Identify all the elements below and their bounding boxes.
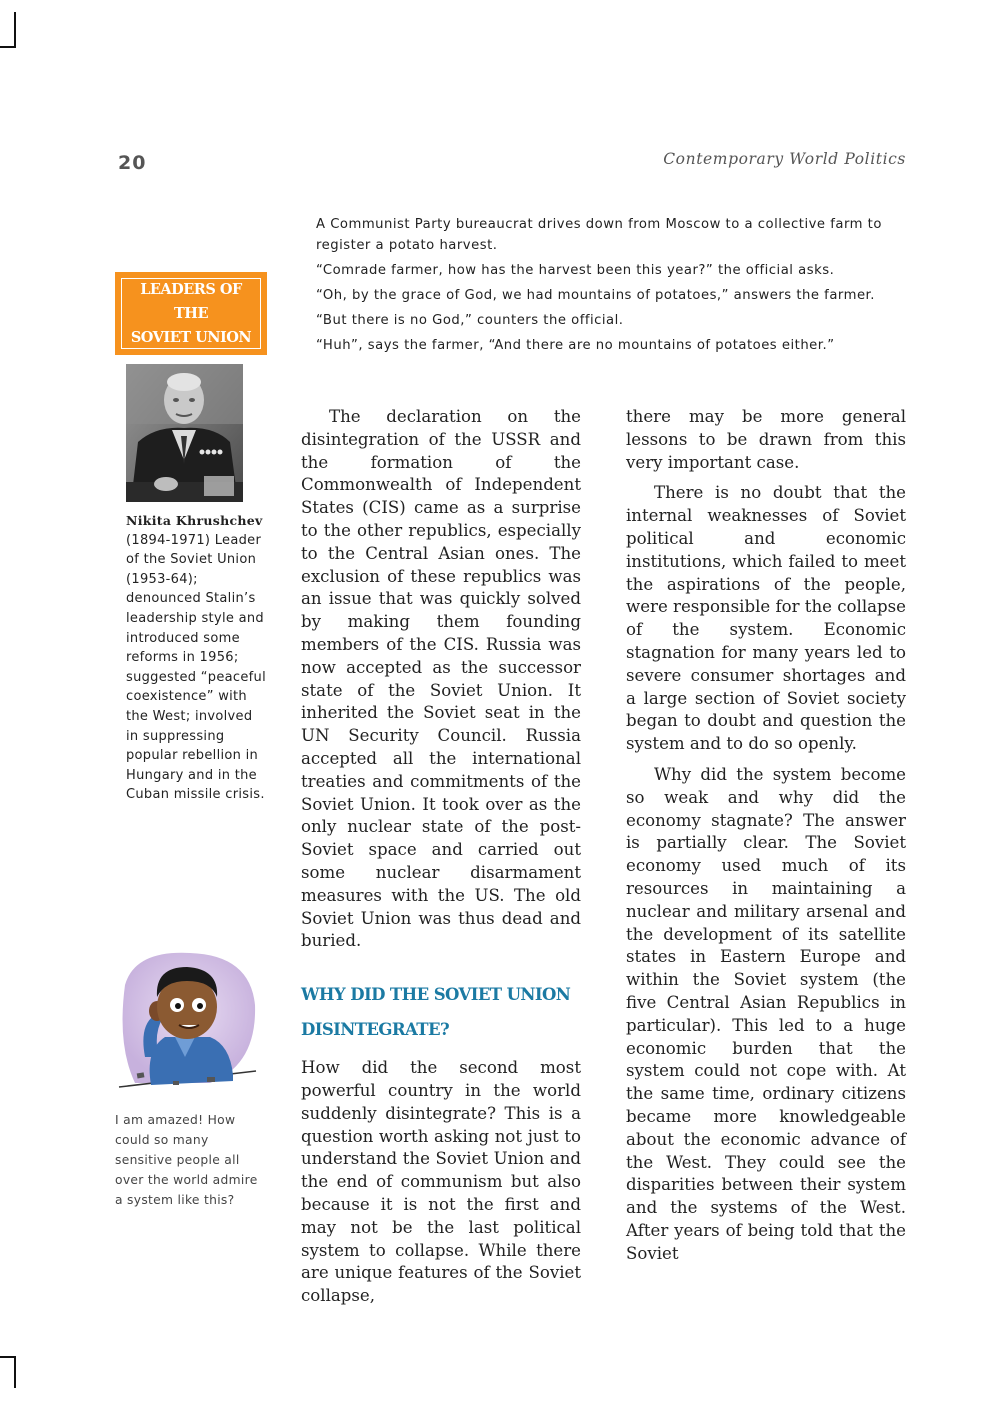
paragraph: How did the second most powerful country in the world suddenly disintegrate? This is a question worth asking not just to understand the Soviet Union and the end of communism but also because it is not the first and may not be the last political system to collapse. While there are unique features of the Soviet collapse,	[301, 1058, 581, 1306]
cartoon-image	[115, 945, 260, 1093]
joke-line: A Communist Party bureaucrat drives down from Moscow to a collective farm to register a potato harvest.	[316, 217, 882, 253]
joke-line: “Huh”, says the farmer, “And there are no mountains of potatoes either.”	[316, 338, 835, 353]
leader-bio: (1894-1971) Leader of the Soviet Union (1953-64); denounced Stalin’s leadership style and introduced some reforms in 1956; suggested “peaceful coexistence” with the West; involved in suppressing popular rebellion in Hungary and in the Cuban missile crisis.	[126, 532, 266, 803]
cartoon-caption: I am amazed! How could so many sensitive people all over the world admire a system like this?	[115, 1113, 258, 1207]
khrushchev-portrait	[126, 364, 243, 502]
body-column-left	[301, 406, 581, 1308]
leader-caption	[126, 511, 266, 805]
leaders-title: LEADERS OF THE SOVIET UNION	[130, 280, 252, 346]
paragraph: The declaration on the disintegration of the USSR and the formation of the Commonwealth of Independent States (CIS) came as a surprise to the other republics, especially to the Central Asian ones. The exclusion of these republics was an issue that was quickly solved by making them founding members of the CIS. Russia was now accepted as the successor state of the Soviet Union. It inherited the Soviet seat in the UN Security Council. Russia accepted all the international treaties and commitments of the Soviet Union. It took over as the only nuclear state of the post-Soviet space and carried out some nuclear disarmament measures with the US. The old Soviet Union was thus dead and buried.	[301, 407, 581, 951]
portrait-image	[126, 364, 243, 502]
joke-box	[316, 214, 906, 360]
running-title: Contemporary World Politics	[663, 150, 906, 168]
joke-line: “Comrade farmer, how has the harvest been this year?” the official asks.	[316, 263, 835, 278]
joke-line: “But there is no God,” counters the official.	[316, 313, 624, 328]
paragraph: There is no doubt that the internal weaknesses of Soviet political and economic institutions, which failed to meet the aspirations of the people, were responsible for the collapse of the system. Economic stagnation for many years led to severe consumer shortages and a large section of Soviet society began to doubt and question the system and to do so openly.	[626, 483, 907, 754]
joke-line: “Oh, by the grace of God, we had mountains of potatoes,” answers the farmer.	[316, 288, 875, 303]
crop-mark-bottom-left	[14, 1356, 16, 1388]
leader-name: Nikita Khrushchev	[126, 513, 263, 528]
section-heading: WHY DID THE SOVIET UNION DISINTEGRATE?	[301, 985, 571, 1040]
crop-mark-top-left-h	[0, 46, 16, 48]
crop-mark-top-left	[14, 12, 16, 48]
amazed-boy-cartoon	[115, 945, 260, 1093]
body-column-right	[626, 406, 906, 1265]
crop-mark-bottom-left-h	[0, 1356, 16, 1358]
leaders-title-box	[115, 272, 267, 355]
paragraph: Why did the system become so weak and why did the economy stagnate? The answer is partially clear. The Soviet economy used much of its resources in maintaining a nuclear and military arsenal and the development of its satellite states in Eastern Europe and within the Soviet system (the five Central Asian Republics in particular). This led to a huge economic burden that the system could not cope with. At the same time, ordinary citizens became more knowledgeable about the economic advance of the West. They could see the disparities between their system and the systems of the West. After years of being told that the Soviet	[626, 764, 906, 1263]
leaders-title-frame	[121, 278, 261, 349]
page-number: 20	[118, 152, 147, 174]
paragraph: there may be more general lessons to be drawn from this very important case.	[626, 407, 906, 472]
